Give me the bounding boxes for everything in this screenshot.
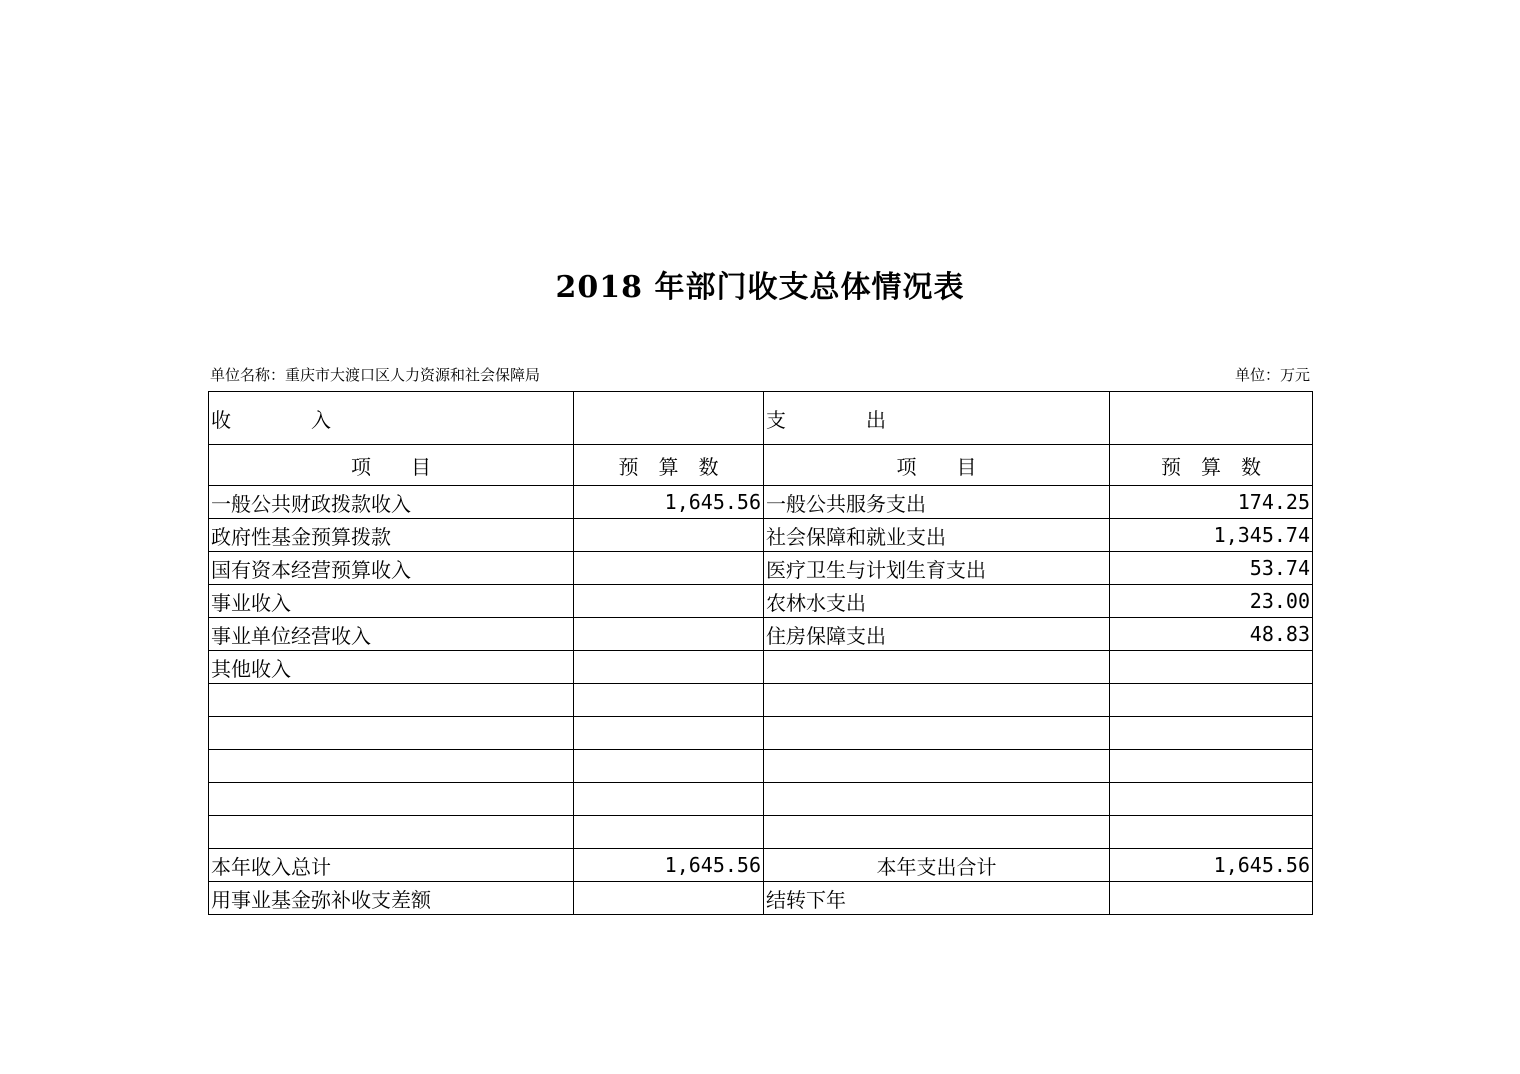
empty-row xyxy=(209,684,1313,717)
col-item-income: 项 目 xyxy=(209,445,574,486)
income-amount xyxy=(574,585,764,618)
expense-amount: 23.00 xyxy=(1110,585,1313,618)
empty-cell xyxy=(1110,392,1313,445)
empty-row xyxy=(209,816,1313,849)
income-item: 一般公共财政拨款收入 xyxy=(209,486,574,519)
income-item: 其他收入 xyxy=(209,651,574,684)
table-row xyxy=(209,552,1313,585)
empty-cell xyxy=(574,392,764,445)
expense-amount: 1,345.74 xyxy=(1110,519,1313,552)
expense-item: 住房保障支出 xyxy=(764,618,1110,651)
expense-amount xyxy=(1110,882,1313,915)
income-amount xyxy=(574,651,764,684)
expense-item xyxy=(764,651,1110,684)
section-expense-label: 支 出 xyxy=(764,392,1110,445)
income-amount: 1,645.56 xyxy=(574,486,764,519)
empty-row xyxy=(209,783,1313,816)
section-income-label: 收 入 xyxy=(209,392,574,445)
expense-item: 农林水支出 xyxy=(764,585,1110,618)
income-item: 国有资本经营预算收入 xyxy=(209,552,574,585)
income-amount xyxy=(574,618,764,651)
expense-item: 社会保障和就业支出 xyxy=(764,519,1110,552)
col-budget-income: 预 算 数 xyxy=(574,445,764,486)
column-header-row xyxy=(209,445,1313,486)
expense-amount xyxy=(1110,651,1313,684)
expense-amount: 53.74 xyxy=(1110,552,1313,585)
col-item-expense: 项 目 xyxy=(764,445,1110,486)
expense-amount: 174.25 xyxy=(1110,486,1313,519)
unit-label: 单位：万元 xyxy=(1234,366,1310,384)
income-amount xyxy=(574,519,764,552)
expense-amount: 48.83 xyxy=(1110,618,1313,651)
page-title: 2018 年部门收支总体情况表 xyxy=(555,270,965,305)
income-item: 用事业基金弥补收支差额 xyxy=(209,882,574,915)
table-row xyxy=(209,882,1313,915)
budget-table xyxy=(208,391,1313,915)
expense-total-amount: 1,645.56 xyxy=(1110,849,1313,882)
table-row xyxy=(209,585,1313,618)
empty-row xyxy=(209,717,1313,750)
income-item: 事业收入 xyxy=(209,585,574,618)
unit-name: 单位名称：重庆市大渡口区人力资源和社会保障局 xyxy=(210,366,541,384)
table-row xyxy=(209,651,1313,684)
income-item: 政府性基金预算拨款 xyxy=(209,519,574,552)
col-budget-expense: 预 算 数 xyxy=(1110,445,1313,486)
income-item: 事业单位经营收入 xyxy=(209,618,574,651)
table-row xyxy=(209,618,1313,651)
income-amount xyxy=(574,882,764,915)
expense-total-label: 本年支出合计 xyxy=(764,849,1110,882)
section-header-row xyxy=(209,392,1313,445)
income-amount xyxy=(574,552,764,585)
expense-item: 结转下年 xyxy=(764,882,1110,915)
income-total-amount: 1,645.56 xyxy=(574,849,764,882)
table-row xyxy=(209,486,1313,519)
income-total-label: 本年收入总计 xyxy=(209,849,574,882)
totals-row xyxy=(209,849,1313,882)
empty-row xyxy=(209,750,1313,783)
table-row xyxy=(209,519,1313,552)
expense-item: 一般公共服务支出 xyxy=(764,486,1110,519)
expense-item: 医疗卫生与计划生育支出 xyxy=(764,552,1110,585)
